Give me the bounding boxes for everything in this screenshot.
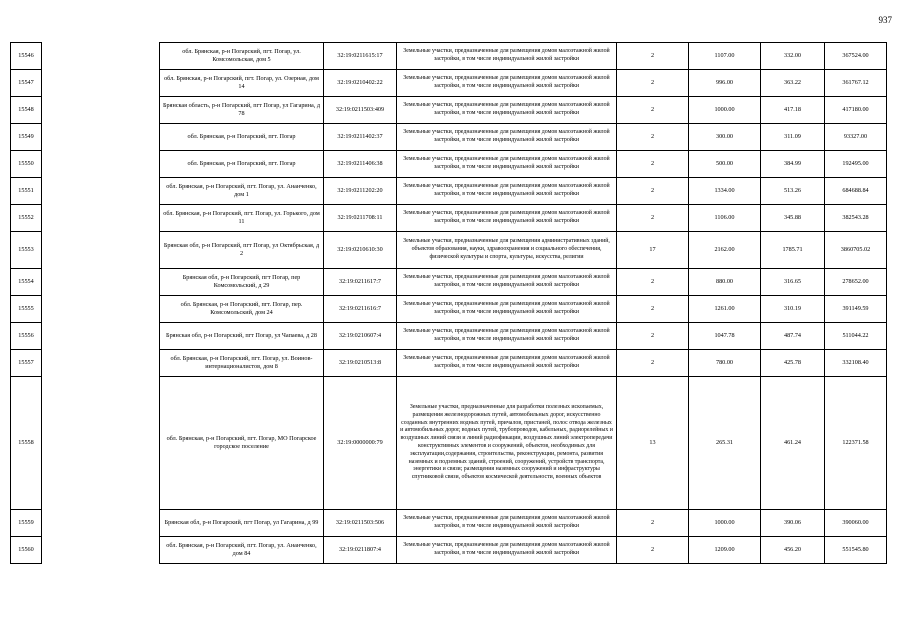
area-cell: 780.00 xyxy=(689,350,761,377)
cadastral-number-cell: 32:19:0211615:17 xyxy=(324,43,397,70)
cadastral-number-cell: 32:19:0211202:20 xyxy=(324,178,397,205)
land-use-cell: Земельные участки, предназначенные для разработки полезных ископаемых, размещения железнодорожных путей, автомобильных дорог, искусственно созданных внутренних водных путей, причалов, пристаней, полос отвода железных и автомобильных дорог, водных путей, трубопроводов, кабельных, радиорелейных и воздушных линий связи и линий радиофикации, воздушных линий электропередачи конструктивных элементов и сооружений, объектов, необходимых для эксплуатации,содержания, строительства, реконструкции, ремонта, развития наземных и подземных зданий, строений, сооружений, устройств транспорта, энергетики и связи; размещения наземных сооружений и инфраструктуры спутниковой связи, объектов космической деятельности, военных объектов xyxy=(397,377,617,510)
unit-value-cell: 417.18 xyxy=(761,97,825,124)
unit-value-cell: 310.19 xyxy=(761,296,825,323)
area-cell: 1106.00 xyxy=(689,205,761,232)
address-cell: Брянская обл, р-н Погарский, пгт Погар, ул Гагарина, д 99 xyxy=(160,510,324,537)
land-use-cell: Земельные участки, предназначенные для размещения домов малоэтажной жилой застройки, в том числе индивидуальной жилой застройки xyxy=(397,323,617,350)
land-use-cell: Земельные участки, предназначенные для размещения домов малоэтажной жилой застройки, в том числе индивидуальной жилой застройки xyxy=(397,70,617,97)
table-row xyxy=(11,97,887,124)
address-cell: обл. Брянская, р-н Погарский, пгт. Погар, ул. Комсомольская, дом 5 xyxy=(160,43,324,70)
blank-cell xyxy=(42,124,160,151)
cadastral-number-cell: 32:19:0210607:4 xyxy=(324,323,397,350)
cadastral-value-cell: 93327.00 xyxy=(825,124,887,151)
cadastral-number-cell: 32:19:0211406:38 xyxy=(324,151,397,178)
row-number-cell: 15559 xyxy=(11,510,42,537)
cadastral-number-cell: 32:19:0211616:7 xyxy=(324,296,397,323)
area-cell: 2162.00 xyxy=(689,232,761,269)
area-cell: 1107.00 xyxy=(689,43,761,70)
cadastral-number-cell: 32:19:0211402:37 xyxy=(324,124,397,151)
cadastral-number-cell: 32:19:0211708:11 xyxy=(324,205,397,232)
group-code-cell: 2 xyxy=(617,296,689,323)
blank-cell xyxy=(42,70,160,97)
cadastral-number-cell: 32:19:0211503:506 xyxy=(324,510,397,537)
row-number-cell: 15558 xyxy=(11,377,42,510)
land-use-cell: Земельные участки, предназначенные для размещения домов малоэтажной жилой застройки, в том числе индивидуальной жилой застройки xyxy=(397,205,617,232)
address-cell: обл. Брянская, р-н Погарский, пгт. Погар, ул. Озерная, дом 14 xyxy=(160,70,324,97)
row-number-cell: 15555 xyxy=(11,296,42,323)
address-cell: Брянская область, р-н Погарский, пгт Погар, ул Гагарина, д 78 xyxy=(160,97,324,124)
group-code-cell: 2 xyxy=(617,178,689,205)
unit-value-cell: 311.09 xyxy=(761,124,825,151)
unit-value-cell: 461.24 xyxy=(761,377,825,510)
cadastral-value-cell: 511044.22 xyxy=(825,323,887,350)
land-use-cell: Земельные участки, предназначенные для размещения домов малоэтажной жилой застройки, в том числе индивидуальной жилой застройки xyxy=(397,151,617,178)
table-row xyxy=(11,296,887,323)
cadastral-value-table xyxy=(10,42,887,564)
address-cell: Брянская обл, р-н Погарский, пгт Погар, ул Октябрьская, д 2 xyxy=(160,232,324,269)
unit-value-cell: 384.99 xyxy=(761,151,825,178)
cadastral-number-cell: 32:19:0211503:409 xyxy=(324,97,397,124)
table-row xyxy=(11,70,887,97)
blank-cell xyxy=(42,296,160,323)
unit-value-cell: 332.00 xyxy=(761,43,825,70)
address-cell: обл. Брянская, р-н Погарский, пгт. Погар xyxy=(160,151,324,178)
group-code-cell: 2 xyxy=(617,510,689,537)
land-use-cell: Земельные участки, предназначенные для размещения домов малоэтажной жилой застройки, в том числе индивидуальной жилой застройки xyxy=(397,510,617,537)
address-cell: обл. Брянская, р-н Погарский, пгт. Погар, ул. Ананченко, дом 84 xyxy=(160,537,324,564)
cadastral-value-cell: 417180.00 xyxy=(825,97,887,124)
group-code-cell: 2 xyxy=(617,124,689,151)
area-cell: 1000.00 xyxy=(689,97,761,124)
row-number-cell: 15553 xyxy=(11,232,42,269)
cadastral-value-cell: 367524.00 xyxy=(825,43,887,70)
cadastral-value-cell: 361767.12 xyxy=(825,70,887,97)
row-number-cell: 15546 xyxy=(11,43,42,70)
table-row xyxy=(11,151,887,178)
cadastral-value-cell: 3860705.02 xyxy=(825,232,887,269)
group-code-cell: 2 xyxy=(617,151,689,178)
cadastral-number-cell: 32:19:0210610:30 xyxy=(324,232,397,269)
group-code-cell: 2 xyxy=(617,350,689,377)
area-cell: 1261.00 xyxy=(689,296,761,323)
blank-cell xyxy=(42,323,160,350)
group-code-cell: 2 xyxy=(617,70,689,97)
group-code-cell: 2 xyxy=(617,537,689,564)
address-cell: обл. Брянская, р-н Погарский, пгт. Погар, МО Погарское городское поселение xyxy=(160,377,324,510)
address-cell: обл. Брянская, р-н Погарский, пгт. Погар xyxy=(160,124,324,151)
land-use-cell: Земельные участки, предназначенные для размещения домов малоэтажной жилой застройки, в том числе индивидуальной жилой застройки xyxy=(397,97,617,124)
blank-cell xyxy=(42,178,160,205)
land-use-cell: Земельные участки, предназначенные для размещения домов малоэтажной жилой застройки, в том числе индивидуальной жилой застройки xyxy=(397,537,617,564)
blank-cell xyxy=(42,151,160,178)
land-use-cell: Земельные участки, предназначенные для размещения домов малоэтажной жилой застройки, в том числе индивидуальной жилой застройки xyxy=(397,296,617,323)
blank-cell xyxy=(42,350,160,377)
blank-cell xyxy=(42,510,160,537)
area-cell: 996.00 xyxy=(689,70,761,97)
unit-value-cell: 456.20 xyxy=(761,537,825,564)
cadastral-value-cell: 278652.00 xyxy=(825,269,887,296)
row-number-cell: 15547 xyxy=(11,70,42,97)
row-number-cell: 15560 xyxy=(11,537,42,564)
cadastral-number-cell: 32:19:0000000:79 xyxy=(324,377,397,510)
address-cell: обл. Брянская, р-н Погарский, пгт. Погар, ул. Ананченко, дом 1 xyxy=(160,178,324,205)
group-code-cell: 2 xyxy=(617,43,689,70)
blank-cell xyxy=(42,269,160,296)
area-cell: 1209.00 xyxy=(689,537,761,564)
land-use-cell: Земельные участки, предназначенные для размещения домов малоэтажной жилой застройки, в том числе индивидуальной жилой застройки xyxy=(397,43,617,70)
unit-value-cell: 425.78 xyxy=(761,350,825,377)
land-use-cell: Земельные участки, предназначенные для размещения домов малоэтажной жилой застройки, в том числе индивидуальной жилой застройки xyxy=(397,178,617,205)
unit-value-cell: 345.88 xyxy=(761,205,825,232)
area-cell: 265.31 xyxy=(689,377,761,510)
row-number-cell: 15552 xyxy=(11,205,42,232)
table-row xyxy=(11,377,887,510)
row-number-cell: 15556 xyxy=(11,323,42,350)
cadastral-value-cell: 382543.28 xyxy=(825,205,887,232)
cadastral-number-cell: 32:19:0211807:4 xyxy=(324,537,397,564)
row-number-cell: 15548 xyxy=(11,97,42,124)
address-cell: обл. Брянская, р-н Погарский, пгт. Погар, ул. Горького, дом 11 xyxy=(160,205,324,232)
area-cell: 1047.78 xyxy=(689,323,761,350)
area-cell: 1000.00 xyxy=(689,510,761,537)
table-row xyxy=(11,43,887,70)
table-row xyxy=(11,537,887,564)
cadastral-number-cell: 32:19:0210402:22 xyxy=(324,70,397,97)
table-row xyxy=(11,178,887,205)
unit-value-cell: 390.06 xyxy=(761,510,825,537)
cadastral-value-cell: 332108.40 xyxy=(825,350,887,377)
area-cell: 1334.00 xyxy=(689,178,761,205)
land-use-cell: Земельные участки, предназначенные для размещения домов малоэтажной жилой застройки, в том числе индивидуальной жилой застройки xyxy=(397,269,617,296)
row-number-cell: 15550 xyxy=(11,151,42,178)
address-cell: Брянская обл, р-н Погарский, пгт Погар, пер Комсомольский, д 29 xyxy=(160,269,324,296)
table-row xyxy=(11,232,887,269)
blank-cell xyxy=(42,97,160,124)
unit-value-cell: 1785.71 xyxy=(761,232,825,269)
blank-cell xyxy=(42,232,160,269)
page-number: 937 xyxy=(878,15,892,25)
row-number-cell: 15557 xyxy=(11,350,42,377)
unit-value-cell: 487.74 xyxy=(761,323,825,350)
blank-cell xyxy=(42,205,160,232)
blank-cell xyxy=(42,43,160,70)
address-cell: Брянская обл, р-н Погарский, пгт Погар, ул Чапаева, д 28 xyxy=(160,323,324,350)
table-row xyxy=(11,205,887,232)
cadastral-value-cell: 551545.80 xyxy=(825,537,887,564)
cadastral-value-cell: 684688.84 xyxy=(825,178,887,205)
address-cell: обл. Брянская, р-н Погарский, пгт. Погар, ул. Воинов-интернационалистов, дом 8 xyxy=(160,350,324,377)
group-code-cell: 2 xyxy=(617,205,689,232)
address-cell: обл. Брянская, р-н Погарский, пгт. Погар, пер. Комсомольский, дом 24 xyxy=(160,296,324,323)
cadastral-value-cell: 391149.59 xyxy=(825,296,887,323)
cadastral-value-cell: 192495.00 xyxy=(825,151,887,178)
area-cell: 300.00 xyxy=(689,124,761,151)
table-row xyxy=(11,124,887,151)
area-cell: 500.00 xyxy=(689,151,761,178)
cadastral-number-cell: 32:19:0210513:8 xyxy=(324,350,397,377)
group-code-cell: 2 xyxy=(617,97,689,124)
table-row xyxy=(11,269,887,296)
cadastral-value-cell: 390060.00 xyxy=(825,510,887,537)
group-code-cell: 17 xyxy=(617,232,689,269)
group-code-cell: 2 xyxy=(617,323,689,350)
row-number-cell: 15549 xyxy=(11,124,42,151)
group-code-cell: 2 xyxy=(617,269,689,296)
blank-cell xyxy=(42,377,160,510)
table-row xyxy=(11,350,887,377)
land-use-cell: Земельные участки, предназначенные для размещения домов малоэтажной жилой застройки, в том числе индивидуальной жилой застройки xyxy=(397,124,617,151)
area-cell: 880.00 xyxy=(689,269,761,296)
group-code-cell: 13 xyxy=(617,377,689,510)
cadastral-number-cell: 32:19:0211617:7 xyxy=(324,269,397,296)
land-use-cell: Земельные участки, предназначенные для размещения административных зданий, объектов образования, науки, здравоохранения и социального обеспечения, физической культуры и спорта, культуры, искусства, религии xyxy=(397,232,617,269)
cadastral-value-cell: 122371.58 xyxy=(825,377,887,510)
unit-value-cell: 316.65 xyxy=(761,269,825,296)
unit-value-cell: 363.22 xyxy=(761,70,825,97)
row-number-cell: 15554 xyxy=(11,269,42,296)
blank-cell xyxy=(42,537,160,564)
unit-value-cell: 513.26 xyxy=(761,178,825,205)
land-use-cell: Земельные участки, предназначенные для размещения домов малоэтажной жилой застройки, в том числе индивидуальной жилой застройки xyxy=(397,350,617,377)
table-row xyxy=(11,323,887,350)
table-row xyxy=(11,510,887,537)
row-number-cell: 15551 xyxy=(11,178,42,205)
